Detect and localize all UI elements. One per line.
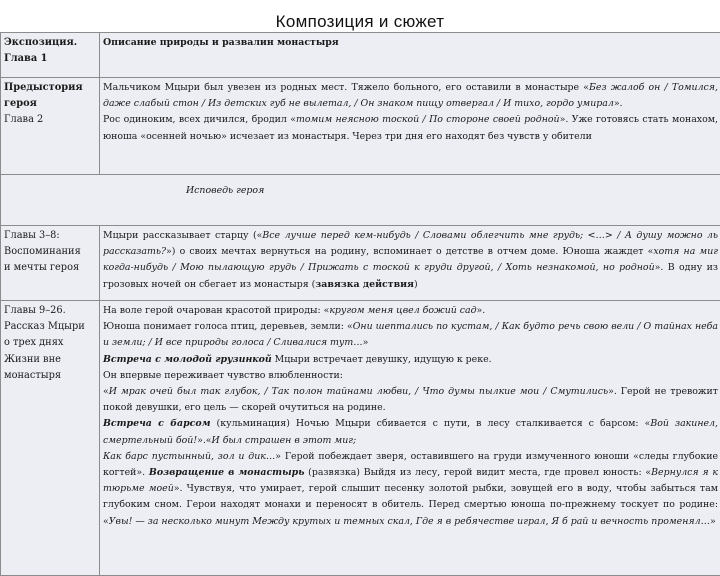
text-span: Мальчиком Мцыри был увезен из родных мест. Тяжело больного, его оставили в монастыре « [103, 82, 589, 93]
table-row [1, 301, 720, 576]
quote-span: Вернулся я к тюрьме моей [103, 467, 718, 494]
text-span: На воле герой очарован красотой природы: « [103, 305, 329, 316]
bold-span: завязка действия [315, 279, 414, 290]
row-label-cell [1, 78, 100, 175]
row-label: Главы 9–26. [4, 303, 96, 319]
text-span: ) [414, 279, 418, 290]
text-span: ». Герой не тревожит покой девушки, его цель — скорей очутиться на родине. [103, 386, 718, 413]
quote-span: томим неясною тоской / По стороне своей родной [296, 114, 560, 125]
row-label: Жизни вне [4, 352, 96, 368]
row-content-cell [100, 301, 720, 576]
text-span: Рос одиноким, всех дичился, бродил « [103, 114, 296, 125]
quote-span: Увы! — за несколько минут Между крутых и темных скал, Где я в ребячестве играл, Я б рай и вечность променял… [109, 516, 710, 527]
table-row [1, 78, 720, 175]
row-label: Главы 3–8: [4, 228, 96, 244]
row-label: Глава 1 [4, 51, 96, 67]
text-span: ». [477, 305, 486, 316]
paragraph [103, 368, 718, 384]
row-label: монастыря [4, 368, 96, 384]
text-span: ».« [197, 435, 211, 446]
text-span: » [710, 516, 716, 527]
paragraph [103, 112, 718, 144]
text-span: Мцыри встречает девушку, идущую к реке. [272, 354, 492, 365]
paragraph [103, 319, 718, 351]
row-label: Рассказ Мцыри [4, 319, 96, 335]
table-row [1, 175, 720, 226]
text-span: ») о своих мечтах вернуться на родину, вспоминает о детстве в отчем доме. Юноша жаждет « [166, 246, 653, 257]
table-row [1, 33, 720, 78]
quote-span: Все лучше перед кем-нибудь / Словами облегчить мне грудь; <…> / А душу можно ль рассказать? [103, 230, 718, 257]
quote-span: хотя на миг когда-нибудь / Мою пылающую грудь / Прижать с тоской к груди другой, / Хоть незнакомой, но родной [103, 246, 718, 273]
page-title: Композиция и сюжет [0, 12, 720, 32]
text-span: Выйдя из лесу, герой видит места, где провел юность: « [360, 467, 651, 478]
text-span: Он впервые переживает чувство влюбленности: [103, 370, 343, 381]
row-content-cell [100, 226, 720, 301]
quote-span: Без жалоб он / Томился, даже слабый стон / Из детских губ не вылетал, / Он знаком пищу отвергал / И тихо, гордо умирал [103, 82, 718, 109]
paragraph [103, 384, 718, 416]
text-span: Мцыри рассказывает старцу (« [103, 230, 262, 241]
text-span: ». Чувствуя, что умирает, герой слышит песенку золотой рыбки, зовущей его в воду, чтобы забыться там глубоким сном. Герои находят монахи и переносят в обитель. Перед смертью юноша по-прежнему тоскует по родине: « [103, 483, 718, 526]
bold-italic-span: Встреча с молодой грузинкой [103, 354, 272, 365]
paragraph [103, 80, 718, 112]
paragraph [103, 352, 718, 368]
paragraph [103, 303, 718, 319]
row-label: Экспозиция. [4, 35, 96, 51]
quote-span: Они шептались по кустам, / Как будто речь свою вели / О тайнах неба и земли; / И все природы голоса / Сливалися тут… [103, 321, 718, 348]
quote-span: И был страшен в этот миг; [212, 435, 357, 446]
text-span: Ночью Мцыри сбивается с пути, в лесу сталкивается с барсом: « [290, 418, 650, 429]
row-label-cell [1, 33, 100, 78]
row-content-cell [100, 78, 720, 175]
text-span: ». Уже готовясь стать монахом, юноша «осенней ночью» исчезает из монастыря. Через три дня его находят без чувств у обители [103, 114, 718, 141]
row-label: Предыстория героя [4, 80, 96, 112]
text-span: « [103, 386, 109, 397]
text-span: ». В одну из грозовых ночей он сбегает из монастыря ( [103, 262, 718, 289]
quote-span: Как барс пустынный, зол и дик… [103, 451, 275, 462]
text-span: Юноша понимает голоса птиц, деревьев, земли: « [103, 321, 353, 332]
quote-span: кругом меня цвел божий сад [329, 305, 476, 316]
row-label: Глава 2 [4, 112, 96, 128]
paragraph [103, 228, 718, 293]
row-content-cell [100, 33, 720, 78]
row-label-cell [1, 301, 100, 576]
composition-table [0, 32, 720, 576]
section-heading-cell [1, 175, 720, 226]
text-span: » [363, 337, 369, 348]
quote-span: Вой закинел, смертельный бой! [103, 418, 718, 445]
row-label: о трех днях [4, 335, 96, 351]
row-label-cell [1, 226, 100, 301]
paragraph [103, 416, 718, 448]
text-span: (кульминация) [211, 418, 290, 429]
text-span: ». [614, 98, 623, 109]
row-label: и мечты героя [4, 260, 96, 276]
table-row [1, 226, 720, 301]
section-heading: Исповедь героя [186, 185, 264, 196]
text-span: » Герой побеждает зверя, оставившего на груди измученного юноши «следы глубокие когтей». [103, 451, 718, 478]
bold-italic-span: Встреча с барсом [103, 418, 211, 429]
text-span: (развязка) [304, 467, 360, 478]
quote-span: И мрак очей был так глубок, / Так полон тайнами любви, / Что думы пылкие мои / Смутились [109, 386, 608, 397]
row-content: Описание природы и развалин монастыря [103, 37, 339, 48]
paragraph [103, 449, 718, 530]
row-label: Воспоминания [4, 244, 96, 260]
bold-italic-span: Возвращение в монастырь [149, 467, 304, 478]
